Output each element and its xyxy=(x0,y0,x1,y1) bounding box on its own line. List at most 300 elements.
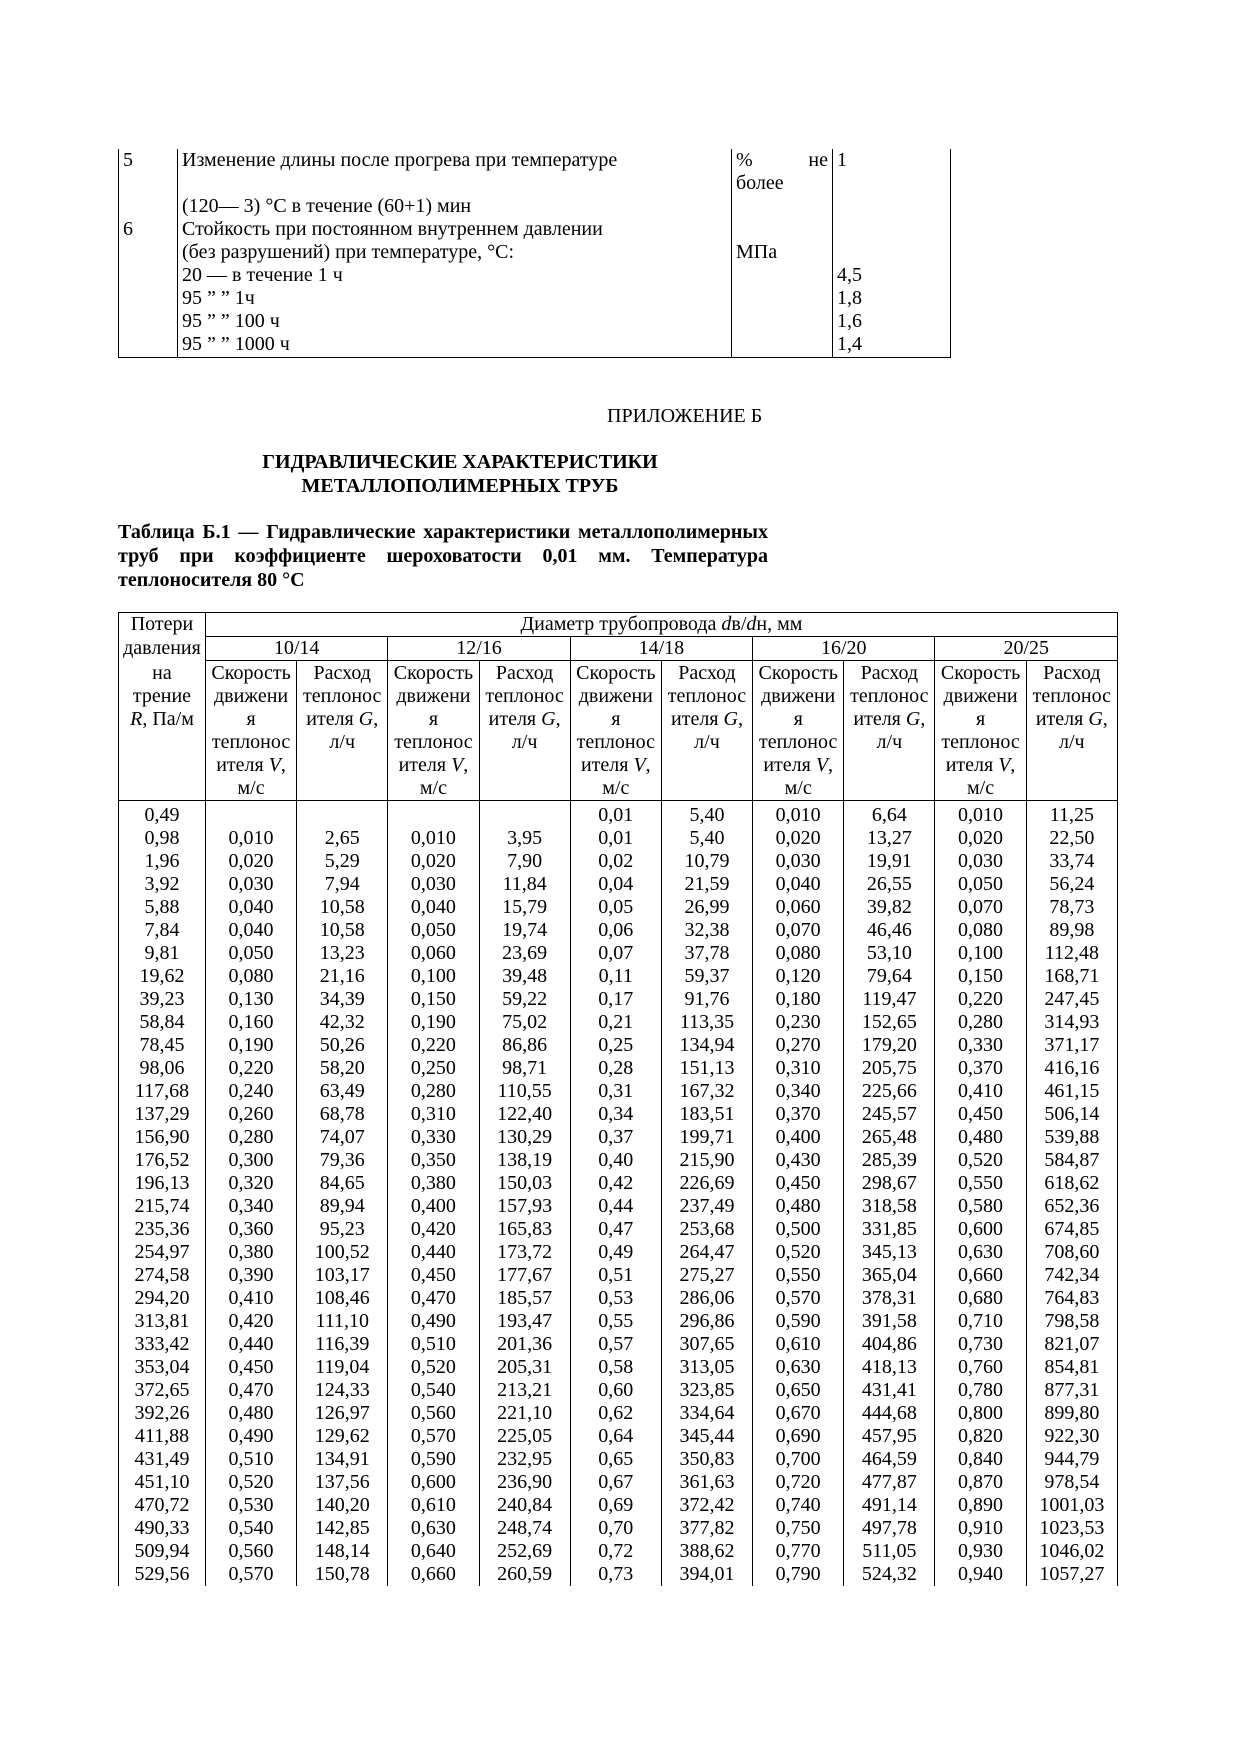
speed-cell: 0,06 xyxy=(570,919,661,942)
pressure-loss-cell: 78,45 xyxy=(119,1034,206,1057)
speed-cell: 0,560 xyxy=(205,1540,296,1563)
pressure-loss-cell: 490,33 xyxy=(119,1517,206,1540)
speed-cell: 0,870 xyxy=(935,1471,1026,1494)
flow-cell: 236,90 xyxy=(479,1471,570,1494)
speed-cell: 0,150 xyxy=(388,988,479,1011)
speed-cell: 0,280 xyxy=(205,1126,296,1149)
flow-cell: 215,90 xyxy=(661,1149,752,1172)
unit-not: не xyxy=(808,149,828,171)
flow-cell: 152,65 xyxy=(844,1011,935,1034)
property-unit xyxy=(732,264,833,287)
pressure-loss-cell: 470,72 xyxy=(119,1494,206,1517)
diameter-10-14: 10/14 xyxy=(205,637,387,661)
speed-cell: 0,310 xyxy=(753,1057,844,1080)
speed-cell: 0,070 xyxy=(935,896,1026,919)
speed-cell: 0,180 xyxy=(753,988,844,1011)
table-row xyxy=(119,287,951,310)
loss-header-line1: Потери xyxy=(119,613,206,637)
speed-cell: 0,05 xyxy=(570,896,661,919)
speed-cell: 0,390 xyxy=(205,1264,296,1287)
loss-header-rest: на трение R, Па/м xyxy=(119,661,206,801)
flow-cell: 167,32 xyxy=(661,1080,752,1103)
flow-cell: 205,31 xyxy=(479,1356,570,1379)
speed-cell: 0,520 xyxy=(753,1241,844,1264)
speed-cell: 0,640 xyxy=(388,1540,479,1563)
speed-cell: 0,520 xyxy=(205,1471,296,1494)
flow-cell: 126,97 xyxy=(297,1402,388,1425)
section-title-line1: ГИДРАВЛИЧЕСКИЕ ХАРАКТЕРИСТИКИ xyxy=(262,451,658,473)
speed-cell: 0,420 xyxy=(205,1310,296,1333)
flow-cell: 313,05 xyxy=(661,1356,752,1379)
flow-cell: 7,94 xyxy=(297,873,388,896)
flow-cell: 7,90 xyxy=(479,850,570,873)
property-name: Изменение длины после прогрева при температуре xyxy=(178,149,732,195)
flow-cell: 5,29 xyxy=(297,850,388,873)
loss-header-line2: давления xyxy=(119,637,206,661)
flow-cell: 98,71 xyxy=(479,1057,570,1080)
speed-cell: 0,44 xyxy=(570,1195,661,1218)
flow-cell: 108,46 xyxy=(297,1287,388,1310)
row-number xyxy=(119,264,178,287)
pressure-loss-cell: 39,23 xyxy=(119,988,206,1011)
speed-cell: 0,030 xyxy=(388,873,479,896)
property-value: 1,8 xyxy=(833,287,951,310)
speed-cell: 0,11 xyxy=(570,965,661,988)
speed-cell: 0,370 xyxy=(935,1057,1026,1080)
header-row-2 xyxy=(119,637,1118,661)
speed-cell: 0,840 xyxy=(935,1448,1026,1471)
table-row xyxy=(119,1080,1118,1103)
flow-cell: 199,71 xyxy=(661,1126,752,1149)
flow-cell: 34,39 xyxy=(297,988,388,1011)
speed-cell: 0,69 xyxy=(570,1494,661,1517)
property-unit xyxy=(732,195,833,218)
table-row xyxy=(119,1356,1118,1379)
speed-cell: 0,310 xyxy=(388,1103,479,1126)
pressure-loss-cell: 353,04 xyxy=(119,1356,206,1379)
hydraulic-table xyxy=(118,612,1118,1586)
flow-cell: 275,27 xyxy=(661,1264,752,1287)
row-number xyxy=(119,333,178,358)
speed-cell: 0,060 xyxy=(388,942,479,965)
flow-cell xyxy=(297,801,388,828)
speed-cell: 0,490 xyxy=(205,1425,296,1448)
speed-cell: 0,420 xyxy=(388,1218,479,1241)
speed-cell: 0,040 xyxy=(205,896,296,919)
pressure-loss-cell: 156,90 xyxy=(119,1126,206,1149)
speed-cell: 0,340 xyxy=(753,1080,844,1103)
flow-cell: 15,79 xyxy=(479,896,570,919)
pressure-loss-cell: 372,65 xyxy=(119,1379,206,1402)
speed-cell: 0,500 xyxy=(753,1218,844,1241)
flow-cell: 68,78 xyxy=(297,1103,388,1126)
table-row xyxy=(119,873,1118,896)
property-value xyxy=(833,195,951,218)
property-name: (без разрушений) при температуре, °С: xyxy=(178,241,732,264)
flow-cell: 10,58 xyxy=(297,919,388,942)
flow-cell: 372,42 xyxy=(661,1494,752,1517)
section-title-line2: МЕТАЛЛОПОЛИМЕРНЫХ ТРУБ xyxy=(301,475,619,497)
flow-cell: 130,29 xyxy=(479,1126,570,1149)
flow-cell: 3,95 xyxy=(479,827,570,850)
speed-cell: 0,010 xyxy=(935,801,1026,828)
flow-cell: 89,94 xyxy=(297,1195,388,1218)
flow-cell: 506,14 xyxy=(1026,1103,1117,1126)
speed-cell: 0,55 xyxy=(570,1310,661,1333)
flow-cell: 2,65 xyxy=(297,827,388,850)
appendix-label: ПРИЛОЖЕНИЕ Б xyxy=(607,405,763,427)
table-row xyxy=(119,195,951,218)
speed-cell: 0,060 xyxy=(753,896,844,919)
flow-cell: 307,65 xyxy=(661,1333,752,1356)
speed-cell: 0,220 xyxy=(205,1057,296,1080)
diameter-14-18: 14/18 xyxy=(570,637,752,661)
table-row xyxy=(119,1379,1118,1402)
flow-cell: 183,51 xyxy=(661,1103,752,1126)
flow-cell: 33,74 xyxy=(1026,850,1117,873)
table-row xyxy=(119,1149,1118,1172)
table-row xyxy=(119,919,1118,942)
flow-cell: 116,39 xyxy=(297,1333,388,1356)
speed-cell: 0,410 xyxy=(205,1287,296,1310)
speed-cell: 0,31 xyxy=(570,1080,661,1103)
flow-cell: 652,36 xyxy=(1026,1195,1117,1218)
flow-cell: 618,62 xyxy=(1026,1172,1117,1195)
speed-cell: 0,680 xyxy=(935,1287,1026,1310)
flow-cell: 444,68 xyxy=(844,1402,935,1425)
pressure-loss-cell: 0,49 xyxy=(119,801,206,828)
flow-cell: 524,32 xyxy=(844,1563,935,1586)
speed-cell: 0,550 xyxy=(753,1264,844,1287)
pressure-loss-cell: 1,96 xyxy=(119,850,206,873)
table-row xyxy=(119,241,951,264)
flow-cell: 179,20 xyxy=(844,1034,935,1057)
flow-cell: 1023,53 xyxy=(1026,1517,1117,1540)
speed-cell: 0,590 xyxy=(388,1448,479,1471)
speed-cell: 0,050 xyxy=(935,873,1026,896)
flow-cell: 674,85 xyxy=(1026,1218,1117,1241)
table-row xyxy=(119,149,951,195)
speed-cell: 0,050 xyxy=(388,919,479,942)
table-row xyxy=(119,1264,1118,1287)
speed-cell: 0,01 xyxy=(570,827,661,850)
flow-cell: 10,79 xyxy=(661,850,752,873)
flow-cell: 148,14 xyxy=(297,1540,388,1563)
flow-cell: 185,57 xyxy=(479,1287,570,1310)
table-row xyxy=(119,801,1118,828)
speed-cell: 0,040 xyxy=(388,896,479,919)
flow-cell: 84,65 xyxy=(297,1172,388,1195)
flow-cell: 39,82 xyxy=(844,896,935,919)
diameter-20-25: 20/25 xyxy=(935,637,1118,661)
flow-cell: 296,86 xyxy=(661,1310,752,1333)
speed-cell: 0,480 xyxy=(753,1195,844,1218)
property-unit: МПа xyxy=(732,241,833,264)
speed-cell: 0,320 xyxy=(205,1172,296,1195)
flow-cell: 137,56 xyxy=(297,1471,388,1494)
flow-cell: 1046,02 xyxy=(1026,1540,1117,1563)
speed-cell: 0,570 xyxy=(753,1287,844,1310)
pressure-loss-cell: 411,88 xyxy=(119,1425,206,1448)
speed-cell: 0,120 xyxy=(753,965,844,988)
flow-cell: 150,78 xyxy=(297,1563,388,1586)
speed-cell: 0,380 xyxy=(388,1172,479,1195)
speed-cell: 0,220 xyxy=(388,1034,479,1057)
flow-cell: 74,07 xyxy=(297,1126,388,1149)
speed-cell: 0,04 xyxy=(570,873,661,896)
table-row xyxy=(119,1011,1118,1034)
pressure-loss-cell: 196,13 xyxy=(119,1172,206,1195)
header-row-3 xyxy=(119,661,1118,801)
flow-cell: 371,17 xyxy=(1026,1034,1117,1057)
table-row xyxy=(119,1172,1118,1195)
speed-cell: 0,030 xyxy=(205,873,296,896)
speed-cell: 0,020 xyxy=(753,827,844,850)
table-row xyxy=(119,218,951,241)
flow-cell: 165,83 xyxy=(479,1218,570,1241)
speed-cell: 0,490 xyxy=(388,1310,479,1333)
flow-cell: 331,85 xyxy=(844,1218,935,1241)
table-row xyxy=(119,1448,1118,1471)
flow-cell: 201,36 xyxy=(479,1333,570,1356)
table-row xyxy=(119,1287,1118,1310)
speed-cell: 0,53 xyxy=(570,1287,661,1310)
speed-cell: 0,130 xyxy=(205,988,296,1011)
hydraulic-table-body xyxy=(119,801,1118,1587)
flow-cell: 56,24 xyxy=(1026,873,1117,896)
table-row xyxy=(119,1563,1118,1586)
flow-cell: 345,44 xyxy=(661,1425,752,1448)
flow-cell: 350,83 xyxy=(661,1448,752,1471)
speed-cell: 0,47 xyxy=(570,1218,661,1241)
flow-cell: 32,38 xyxy=(661,919,752,942)
property-name: 95 ” ” 1000 ч xyxy=(178,333,732,358)
speed-cell: 0,280 xyxy=(388,1080,479,1103)
flow-cell: 142,85 xyxy=(297,1517,388,1540)
pressure-loss-cell: 333,42 xyxy=(119,1333,206,1356)
speed-cell: 0,190 xyxy=(388,1011,479,1034)
table-row xyxy=(119,850,1118,873)
flow-cell: 150,03 xyxy=(479,1172,570,1195)
speed-header: Скорость движени я теплонос ителя V, м/с xyxy=(935,661,1026,801)
speed-cell xyxy=(205,801,296,828)
flow-cell: 39,48 xyxy=(479,965,570,988)
pressure-loss-cell: 7,84 xyxy=(119,919,206,942)
speed-cell: 0,70 xyxy=(570,1517,661,1540)
flow-cell: 58,20 xyxy=(297,1057,388,1080)
property-name: (120— 3) °С в течение (60+1) мин xyxy=(178,195,732,218)
speed-cell: 0,530 xyxy=(205,1494,296,1517)
speed-cell: 0,510 xyxy=(205,1448,296,1471)
flow-cell: 431,41 xyxy=(844,1379,935,1402)
flow-cell: 821,07 xyxy=(1026,1333,1117,1356)
speed-cell: 0,25 xyxy=(570,1034,661,1057)
flow-cell: 285,39 xyxy=(844,1149,935,1172)
speed-cell: 0,450 xyxy=(388,1264,479,1287)
pressure-loss-cell: 431,49 xyxy=(119,1448,206,1471)
flow-cell: 708,60 xyxy=(1026,1241,1117,1264)
flow-cell: 205,75 xyxy=(844,1057,935,1080)
pressure-loss-cell: 19,62 xyxy=(119,965,206,988)
flow-cell: 497,78 xyxy=(844,1517,935,1540)
flow-cell: 63,49 xyxy=(297,1080,388,1103)
speed-cell: 0,28 xyxy=(570,1057,661,1080)
property-unit xyxy=(732,287,833,310)
property-unit xyxy=(732,218,833,241)
diameter-header: Диаметр трубопровода dв/dн, мм xyxy=(205,613,1117,637)
speed-cell: 0,410 xyxy=(935,1080,1026,1103)
flow-cell: 260,59 xyxy=(479,1563,570,1586)
speed-cell: 0,270 xyxy=(753,1034,844,1057)
speed-cell: 0,17 xyxy=(570,988,661,1011)
property-unit xyxy=(732,310,833,333)
property-name: 95 ” ” 100 ч xyxy=(178,310,732,333)
flow-cell: 394,01 xyxy=(661,1563,752,1586)
pressure-loss-cell: 254,97 xyxy=(119,1241,206,1264)
speed-cell: 0,080 xyxy=(753,942,844,965)
speed-cell: 0,380 xyxy=(205,1241,296,1264)
speed-cell: 0,710 xyxy=(935,1310,1026,1333)
table-row xyxy=(119,827,1118,850)
speed-cell: 0,280 xyxy=(935,1011,1026,1034)
pressure-loss-cell: 9,81 xyxy=(119,942,206,965)
flow-cell: 6,64 xyxy=(844,801,935,828)
speed-cell: 0,65 xyxy=(570,1448,661,1471)
speed-cell: 0,400 xyxy=(388,1195,479,1218)
speed-cell: 0,940 xyxy=(935,1563,1026,1586)
speed-cell: 0,260 xyxy=(205,1103,296,1126)
flow-cell: 265,48 xyxy=(844,1126,935,1149)
table-row xyxy=(119,1540,1118,1563)
speed-cell: 0,070 xyxy=(753,919,844,942)
flow-cell: 22,50 xyxy=(1026,827,1117,850)
speed-cell: 0,360 xyxy=(205,1218,296,1241)
flow-cell: 922,30 xyxy=(1026,1425,1117,1448)
flow-cell: 140,20 xyxy=(297,1494,388,1517)
flow-cell: 89,98 xyxy=(1026,919,1117,942)
speed-cell: 0,350 xyxy=(388,1149,479,1172)
flow-cell: 248,74 xyxy=(479,1517,570,1540)
flow-cell: 264,47 xyxy=(661,1241,752,1264)
speed-cell: 0,62 xyxy=(570,1402,661,1425)
property-value xyxy=(833,218,951,241)
flow-cell: 124,33 xyxy=(297,1379,388,1402)
flow-cell: 5,40 xyxy=(661,827,752,850)
flow-cell: 11,84 xyxy=(479,873,570,896)
speed-cell: 0,520 xyxy=(935,1149,1026,1172)
speed-cell: 0,73 xyxy=(570,1563,661,1586)
flow-cell: 221,10 xyxy=(479,1402,570,1425)
table-row xyxy=(119,1402,1118,1425)
flow-cell: 240,84 xyxy=(479,1494,570,1517)
speed-cell: 0,220 xyxy=(935,988,1026,1011)
flow-cell: 11,25 xyxy=(1026,801,1117,828)
flow-cell: 491,14 xyxy=(844,1494,935,1517)
flow-cell: 86,86 xyxy=(479,1034,570,1057)
flow-cell: 53,10 xyxy=(844,942,935,965)
speed-cell: 0,370 xyxy=(753,1103,844,1126)
pressure-loss-cell: 98,06 xyxy=(119,1057,206,1080)
flow-cell: 388,62 xyxy=(661,1540,752,1563)
pressure-loss-cell: 137,29 xyxy=(119,1103,206,1126)
speed-cell: 0,800 xyxy=(935,1402,1026,1425)
diameter-12-16: 12/16 xyxy=(388,637,570,661)
speed-cell: 0,450 xyxy=(935,1103,1026,1126)
pressure-loss-cell: 215,74 xyxy=(119,1195,206,1218)
table-row xyxy=(119,1034,1118,1057)
speed-cell: 0,480 xyxy=(205,1402,296,1425)
flow-cell: 232,95 xyxy=(479,1448,570,1471)
speed-cell: 0,40 xyxy=(570,1149,661,1172)
flow-cell: 21,59 xyxy=(661,873,752,896)
speed-cell: 0,080 xyxy=(205,965,296,988)
speed-cell: 0,010 xyxy=(753,801,844,828)
flow-cell: 59,22 xyxy=(479,988,570,1011)
speed-cell: 0,58 xyxy=(570,1356,661,1379)
speed-cell: 0,790 xyxy=(753,1563,844,1586)
speed-cell: 0,610 xyxy=(388,1494,479,1517)
speed-cell: 0,540 xyxy=(388,1379,479,1402)
table-row xyxy=(119,1195,1118,1218)
speed-cell: 0,330 xyxy=(388,1126,479,1149)
flow-cell: 377,82 xyxy=(661,1517,752,1540)
speed-cell: 0,67 xyxy=(570,1471,661,1494)
speed-cell: 0,750 xyxy=(753,1517,844,1540)
speed-cell: 0,040 xyxy=(205,919,296,942)
flow-cell: 253,68 xyxy=(661,1218,752,1241)
table-row xyxy=(119,942,1118,965)
flow-cell: 177,67 xyxy=(479,1264,570,1287)
flow-header: Расход теплонос ителя G, л/ч xyxy=(661,661,752,801)
speed-cell: 0,560 xyxy=(388,1402,479,1425)
flow-cell: 854,81 xyxy=(1026,1356,1117,1379)
flow-cell: 151,13 xyxy=(661,1057,752,1080)
flow-cell: 50,26 xyxy=(297,1034,388,1057)
flow-cell: 173,72 xyxy=(479,1241,570,1264)
table-row xyxy=(119,1471,1118,1494)
flow-cell: 461,15 xyxy=(1026,1080,1117,1103)
flow-cell: 78,73 xyxy=(1026,896,1117,919)
table-row xyxy=(119,1218,1118,1241)
speed-cell: 0,150 xyxy=(935,965,1026,988)
flow-cell: 103,17 xyxy=(297,1264,388,1287)
pressure-loss-cell: 117,68 xyxy=(119,1080,206,1103)
row-number xyxy=(119,241,178,264)
speed-cell: 0,470 xyxy=(388,1287,479,1310)
speed-cell: 0,820 xyxy=(935,1425,1026,1448)
property-value: 4,5 xyxy=(833,264,951,287)
speed-cell: 0,440 xyxy=(205,1333,296,1356)
speed-cell: 0,720 xyxy=(753,1471,844,1494)
property-value: 1,6 xyxy=(833,310,951,333)
speed-cell: 0,100 xyxy=(935,942,1026,965)
speed-cell: 0,450 xyxy=(205,1356,296,1379)
speed-cell: 0,64 xyxy=(570,1425,661,1448)
speed-cell: 0,07 xyxy=(570,942,661,965)
property-value xyxy=(833,241,951,264)
flow-cell: 245,57 xyxy=(844,1103,935,1126)
table-row xyxy=(119,1333,1118,1356)
speed-cell: 0,600 xyxy=(388,1471,479,1494)
flow-cell: 464,59 xyxy=(844,1448,935,1471)
flow-cell: 511,05 xyxy=(844,1540,935,1563)
flow-cell: 225,66 xyxy=(844,1080,935,1103)
speed-cell: 0,230 xyxy=(753,1011,844,1034)
property-name: 95 ” ” 1ч xyxy=(178,287,732,310)
pressure-loss-cell: 235,36 xyxy=(119,1218,206,1241)
speed-cell: 0,080 xyxy=(935,919,1026,942)
speed-cell: 0,49 xyxy=(570,1241,661,1264)
